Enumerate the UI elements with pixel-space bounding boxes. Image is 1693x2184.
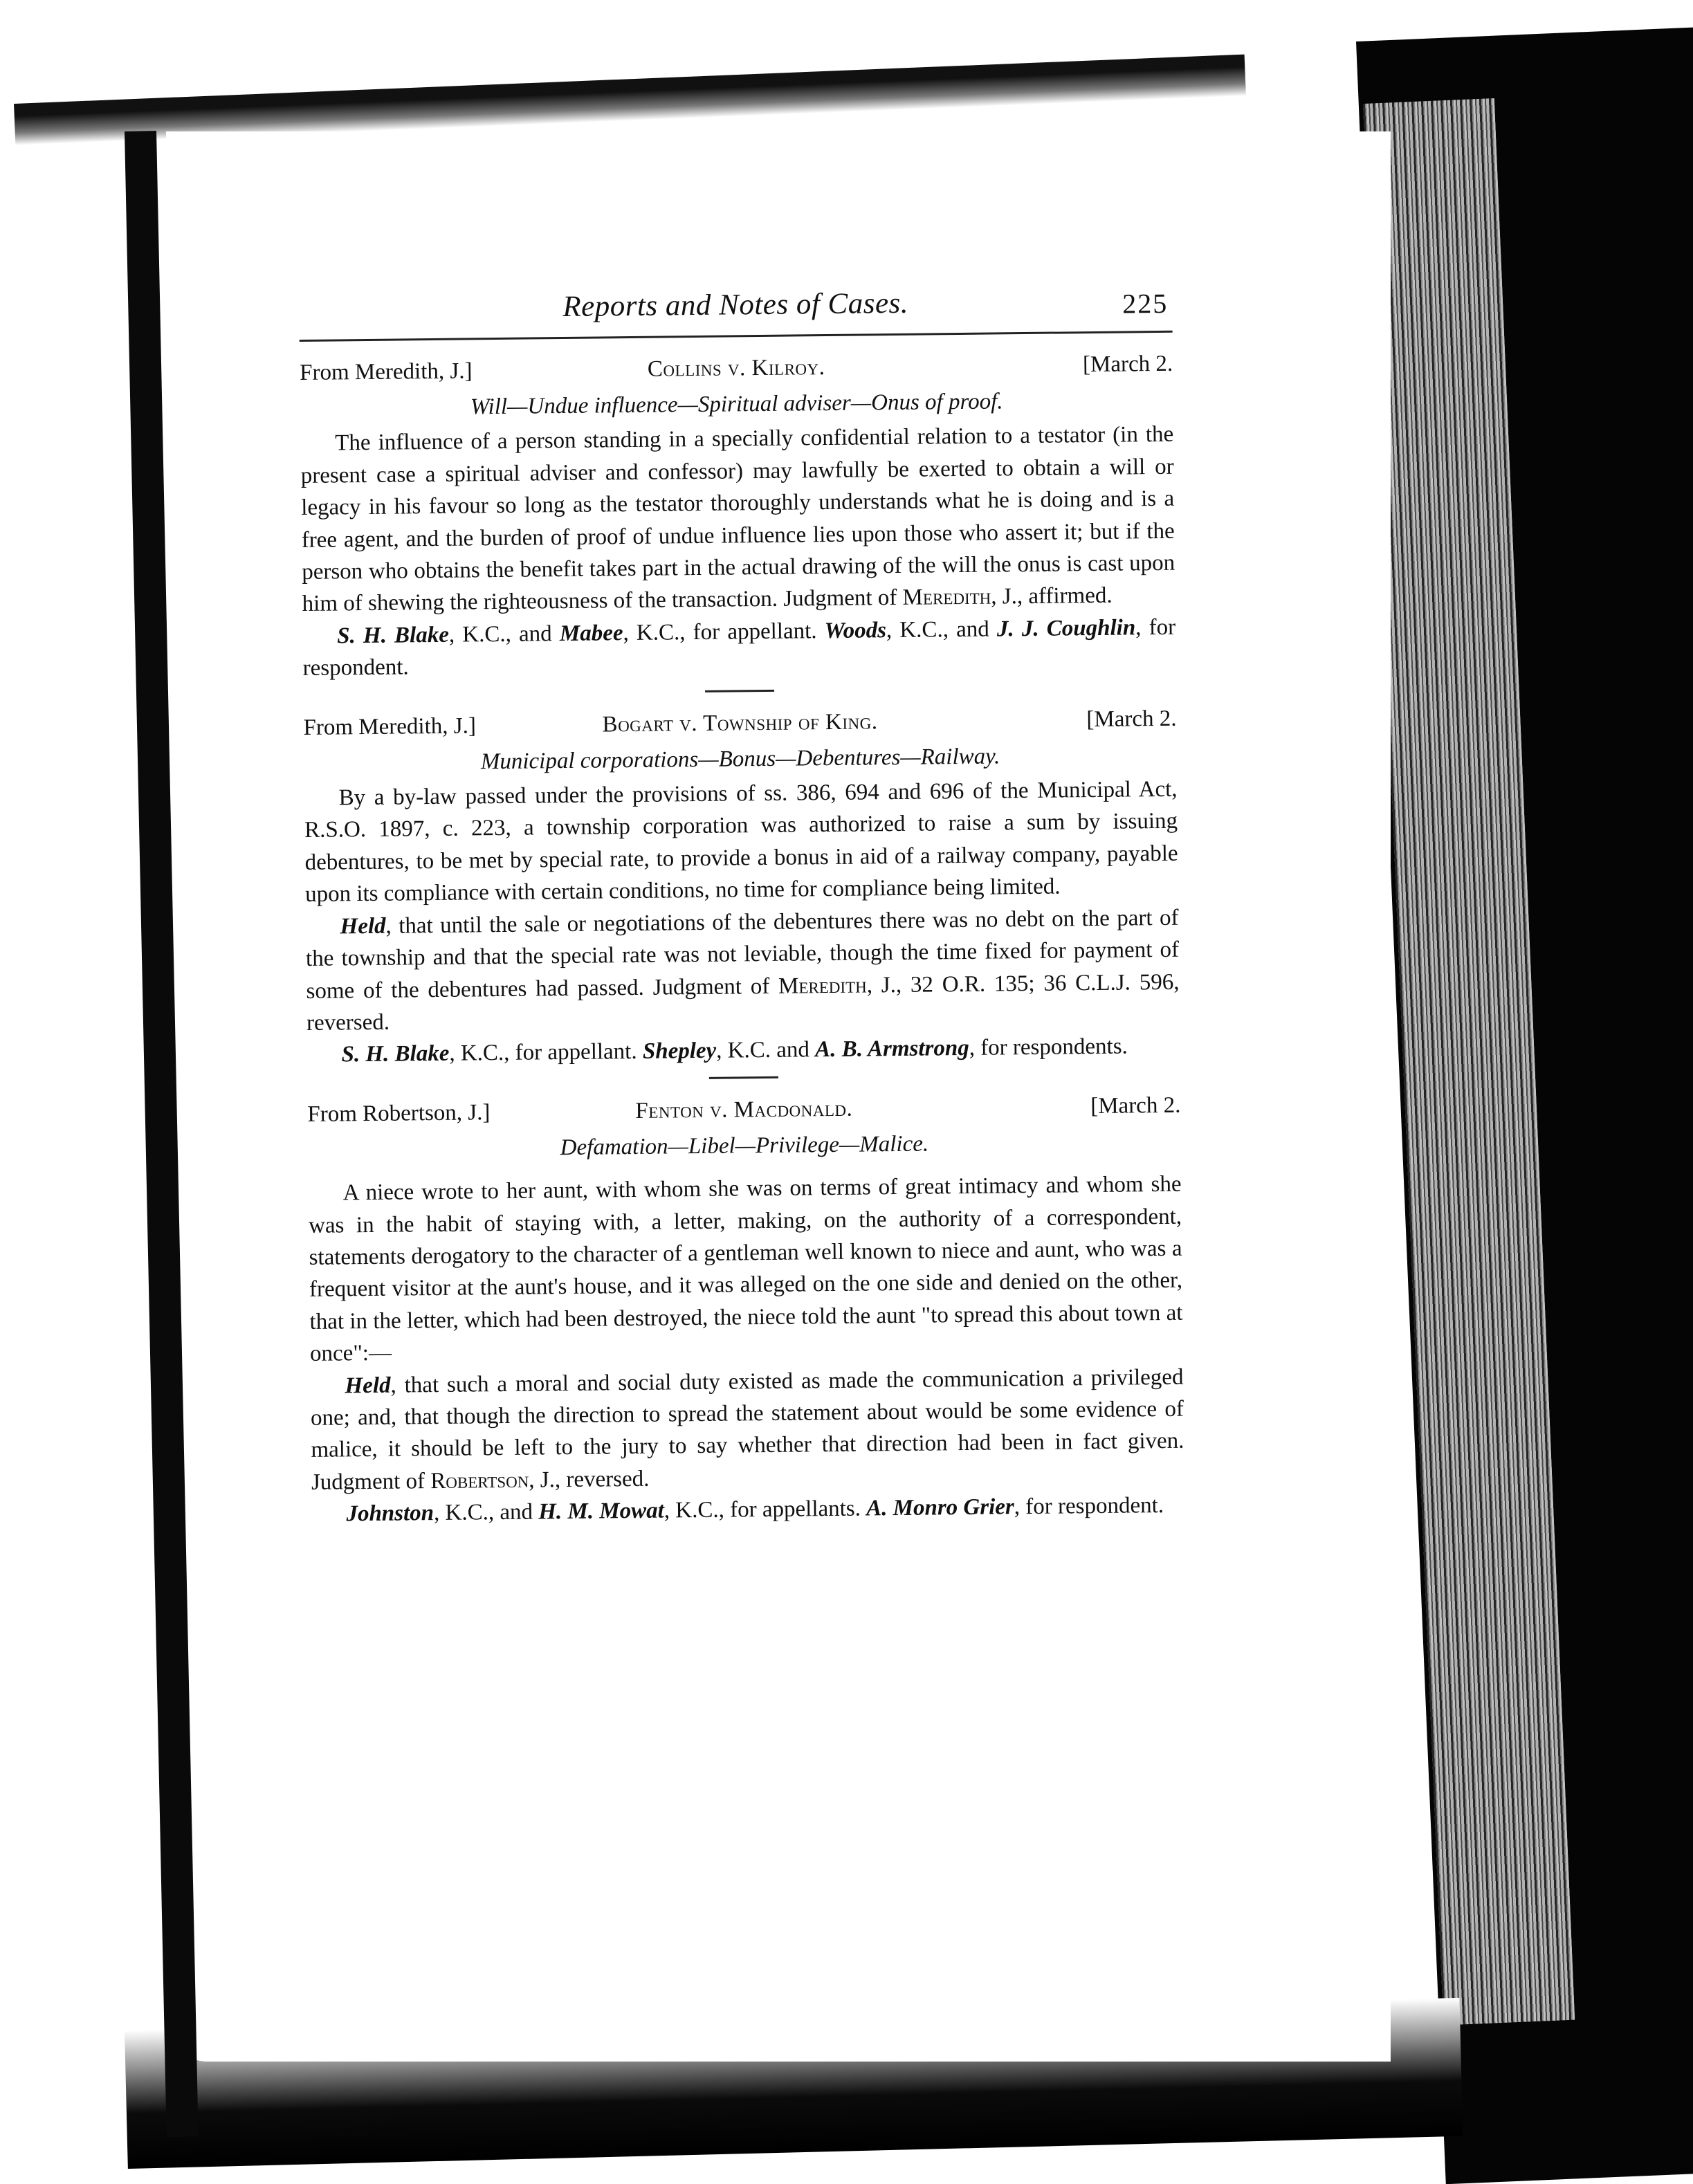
- counsel-text: , K.C., for appellant.: [449, 1039, 643, 1067]
- case-collins-v-kilroy: [300, 348, 1176, 685]
- case-paragraph: A niece wrote to her aunt, with whom she was on terms of great intimacy and whom she was in the habit of staying with, a letter, making, on the authority of a correspondent, statements derogatory to the character of a gentleman well known to niece and aunt, who was a frequent visitor at the aunt's house, and it was alleged on the one side and denied on the other, that in the letter, which had been destroyed, the niece told the aunt "to spread this about town at once":—: [308, 1171, 1183, 1367]
- counsel-name: S. H. Blake: [341, 1041, 450, 1067]
- held-paragraph: [305, 901, 1180, 1039]
- counsel-name: Shepley: [642, 1038, 717, 1065]
- held-paragraph: [310, 1361, 1184, 1498]
- case-date: [March 2.: [1086, 706, 1177, 732]
- judge-name: Meredith: [902, 584, 991, 611]
- counsel-text: , K.C., and: [886, 616, 998, 643]
- case-paragraph-text: The influence of a person standing in a specially confidential relation to a testator (in the present case a spiritual adviser and confessor) may lawfully be exerted to obtain a will or legacy in his favour so long as the testator thoroughly understands what he is doing and is a free agent, and the burden of proof of undue influence lies upon those who assert it; but if the person who obtains the benefit takes part in the actual drawing of the will the onus is cast upon him of shewing the righteousness of the transaction. Judgment of: [300, 422, 1175, 617]
- counsel-name: S. H. Blake: [336, 622, 450, 649]
- held-text: , that until the sale or negotiations of the debentures there was no debt on the part of the township and that the special rate was not leviable, though the time fixed for payment of some of the debentures had passed. Judgment of: [305, 905, 1180, 1004]
- case-headnote-title: Defamation—Libel—Privilege—Malice.: [560, 1131, 929, 1160]
- held-label: Held: [340, 913, 386, 939]
- running-head: [299, 285, 1173, 342]
- text-column: [299, 285, 1185, 1531]
- judge-name: Meredith: [778, 972, 867, 999]
- counsel-name: Woods: [824, 617, 887, 643]
- held-label: Held: [345, 1373, 391, 1398]
- case-name: Collins v. Kilroy.: [647, 355, 825, 382]
- counsel-name: H. M. Mowat: [538, 1498, 665, 1525]
- counsel-name: A. B. Armstrong: [815, 1036, 969, 1063]
- counsel-line: [302, 612, 1176, 685]
- judge-name: Robertson: [430, 1467, 529, 1494]
- case-court: From Meredith, J.]: [300, 358, 473, 385]
- case-name: Fenton v. Macdonald.: [635, 1096, 853, 1123]
- counsel-name: Mabee: [559, 620, 623, 646]
- case-headnote-title: Will—Undue influence—Spiritual adviser—Onus of proof.: [470, 389, 1003, 420]
- case-bogart-v-township-of-king: [303, 702, 1180, 1071]
- held-end: , J., 32 O.R. 135; 36 C.L.J. 596, reversed.: [306, 969, 1180, 1036]
- counsel-text: , for respondent.: [302, 614, 1176, 681]
- case-separator-rule: [709, 1076, 778, 1079]
- counsel-name: A. Monro Grier: [866, 1494, 1014, 1521]
- held-text: , that such a moral and social duty existed as made the communication a privileged one; and, that though the direction to spread the statement about would be some evidence of malice, it should be left to the jury to say whether that direction had been in fact given. Judgment of: [310, 1364, 1184, 1495]
- counsel-text: , K.C., and: [448, 621, 560, 648]
- counsel-text: , K.C. and: [716, 1037, 816, 1064]
- counsel-text: , K.C., for appellant.: [623, 618, 825, 645]
- counsel-text: , K.C., for appellants.: [664, 1496, 867, 1523]
- counsel-name: Johnston: [346, 1501, 434, 1527]
- counsel-text: , for respondent.: [1014, 1493, 1164, 1520]
- case-fenton-v-macdonald: [307, 1089, 1184, 1530]
- page-number: 225: [1122, 287, 1169, 320]
- running-title: Reports and Notes of Cases.: [562, 286, 909, 324]
- case-court: From Meredith, J.]: [303, 713, 477, 740]
- case-name: Bogart v. Township of King.: [602, 708, 878, 737]
- case-headnote-title: Municipal corporations—Bonus—Debentures—Railway.: [480, 744, 1000, 774]
- case-date: [March 2.: [1090, 1092, 1181, 1119]
- case-separator-rule: [705, 689, 774, 692]
- case-court: From Robertson, J.]: [307, 1099, 491, 1127]
- case-paragraph: By a by-law passed under the provisions of ss. 386, 694 and 696 of the Municipal Act, R.S.O. 1897, c. 223, a township corporation was authorized to raise a sum by issuing debentures, to be met by special rate, to provide a bonus in aid of a railway company, payable upon its compliance with certain conditions, no time for compliance being limited.: [304, 776, 1178, 908]
- case-date: [March 2.: [1082, 351, 1173, 378]
- case-paragraph: [300, 419, 1175, 621]
- counsel-name: J. J. Coughlin: [996, 615, 1136, 642]
- held-end: , J., reversed.: [529, 1466, 650, 1493]
- counsel-text: , K.C., and: [433, 1499, 539, 1526]
- counsel-text: , for respondents.: [969, 1034, 1128, 1061]
- case-paragraph-end: , J., affirmed.: [991, 583, 1113, 609]
